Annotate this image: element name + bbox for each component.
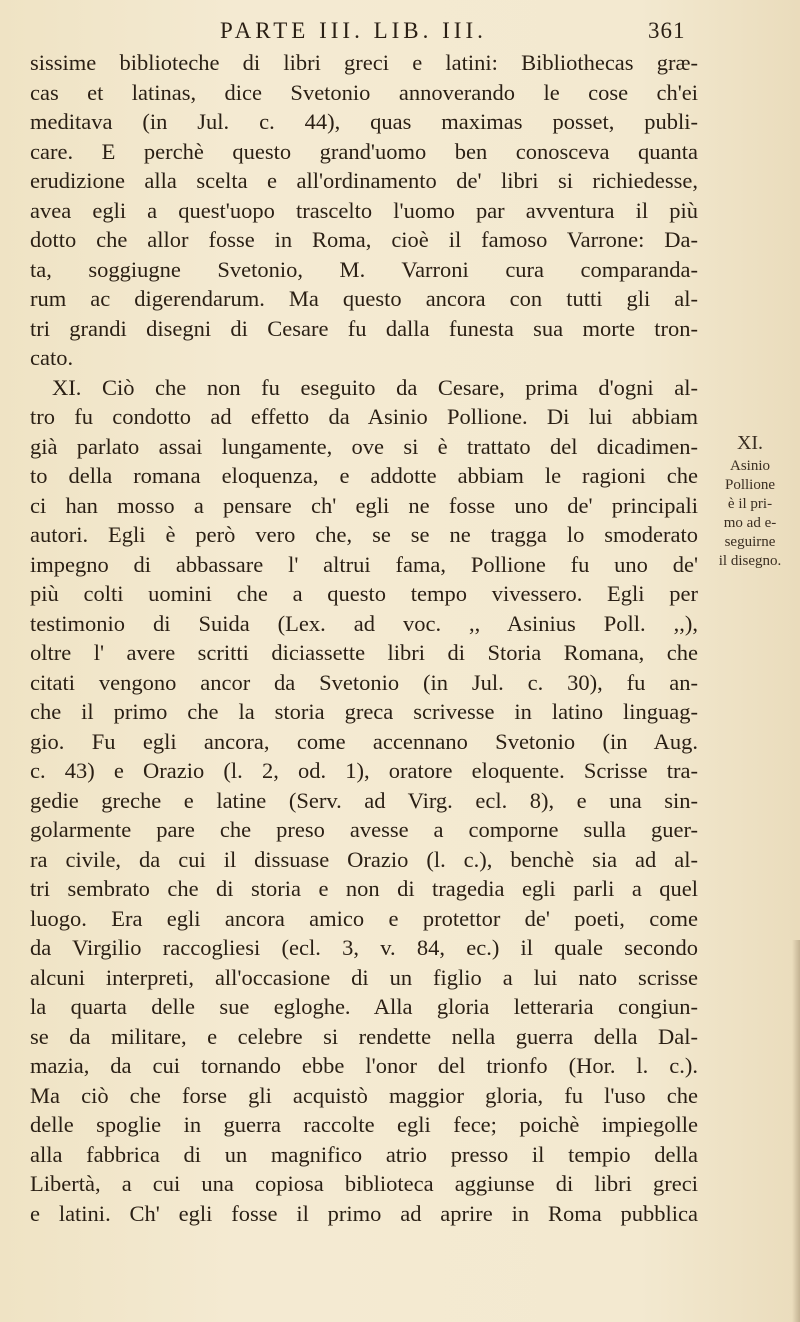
text-line: Libertà, a cui una copiosa biblioteca aggiunse di libri greci xyxy=(30,1171,698,1196)
running-title: PARTE III. LIB. III. xyxy=(220,18,487,43)
margin-line: mo ad e- xyxy=(723,515,777,531)
text-line: care. E perchè questo grand'uomo ben conosceva quanta xyxy=(30,138,698,164)
text-line: ta, soggiugne Svetonio, M. Varroni cura comparanda- xyxy=(30,256,698,282)
margin-line: Pollione xyxy=(724,477,775,493)
margin-line: è il pri- xyxy=(727,496,773,512)
text-line: tro fu condotto ad effetto da Asinio Pollione. Di lui abbiam xyxy=(30,404,698,429)
page-edge-shadow xyxy=(792,940,800,1322)
margin-note xyxy=(702,432,798,571)
text-line: la quarta delle sue egloghe. Alla gloria letteraria congiun- xyxy=(30,994,698,1019)
text-line: gio. Fu egli ancora, come accennano Svetonio (in Aug. xyxy=(30,728,698,754)
text-line: mazia, da cui tornando ebbe l'onor del trionfo (Hor. l. c.). xyxy=(30,1053,698,1078)
text-line: avea egli a quest'uopo trascelto l'uomo par avventura il più xyxy=(30,197,698,223)
margin-line: Asinio xyxy=(729,458,770,474)
text-line: se da militare, e celebre si rendette nella guerra della Dal- xyxy=(30,1023,698,1049)
text-line: cas et latinas, dice Svetonio annoverando le cose ch'ei xyxy=(30,79,698,105)
text-line: già parlato assai lungamente, ove si è trattato del dicadimen- xyxy=(30,433,698,459)
text-line: tri sembrato che di storia e non di tragedia egli parli a quel xyxy=(30,876,698,901)
text-line: alcuni interpreti, all'occasione di un figlio a lui nato scrisse xyxy=(30,964,698,990)
text-line: ci han mosso a pensare ch' egli ne fosse uno de' principali xyxy=(30,492,698,518)
text-line: sissime biblioteche di libri greci e latini: Bibliothecas græ- xyxy=(30,50,698,75)
text-line: più colti uomini che a questo tempo vivessero. Egli per xyxy=(30,581,698,606)
text-line: citati vengono ancor da Svetonio (in Jul. c. 30), fu an- xyxy=(30,669,698,695)
text-line: luogo. Era egli ancora amico e protettor de' poeti, come xyxy=(30,905,698,931)
text-line: che il primo che la storia greca scrivesse in latino linguag- xyxy=(30,699,698,724)
text-line: gedie greche e latine (Serv. ad Virg. ecl. 8), e una sin- xyxy=(30,787,698,813)
text-line: testimonio di Suida (Lex. ad voc. ,, Asinius Poll. ,,), xyxy=(30,610,698,636)
margin-line: il disegno. xyxy=(718,553,782,569)
text-line: Ma ciò che forse gli acquistò maggior gloria, fu l'uso che xyxy=(30,1082,698,1108)
text-line: dotto che allor fosse in Roma, cioè il famoso Varrone: Da- xyxy=(30,227,698,252)
text-line: c. 43) e Orazio (l. 2, od. 1), oratore eloquente. Scrisse tra- xyxy=(30,758,698,783)
text-line: ra civile, da cui il dissuase Orazio (l. c.), benchè sia ad al- xyxy=(30,846,698,872)
page-header xyxy=(0,8,800,48)
text-line: golarmente pare che preso avesse a comporne sulla guer- xyxy=(30,817,698,842)
text-line: meditava (in Jul. c. 44), quas maximas posset, publi- xyxy=(30,109,698,134)
body-text xyxy=(30,48,698,1228)
text-line: erudizione alla scelta e all'ordinamento de' libri si richiedesse, xyxy=(30,168,698,193)
text-line: da Virgilio raccogliesi (ecl. 3, v. 84, ec.) il quale secondo xyxy=(30,935,698,960)
text-line: e latini. Ch' egli fosse il primo ad aprire in Roma pubblica xyxy=(30,1200,698,1226)
text-line: oltre l' avere scritti diciassette libri di Storia Romana, che xyxy=(30,640,698,665)
text-line: delle spoglie in guerra raccolte egli fece; poichè impiegolle xyxy=(30,1112,698,1137)
text-line: autori. Egli è però vero che, se se ne tragga lo smoderato xyxy=(30,522,698,547)
page-number: 361 xyxy=(648,18,686,43)
text-line: to della romana eloquenza, e addotte abbiam le ragioni che xyxy=(30,463,698,488)
text-line: impegno di abbassare l' altrui fama, Pollione fu uno de' xyxy=(30,551,698,577)
text-line: rum ac digerendarum. Ma questo ancora con tutti gli al- xyxy=(30,286,698,311)
text-line: tri grandi disegni di Cesare fu dalla funesta sua morte tron- xyxy=(30,315,698,341)
margin-line: seguirne xyxy=(724,534,776,550)
text-line: cato. xyxy=(30,345,74,370)
text-line: XI. Ciò che non fu eseguito da Cesare, prima d'ogni al- xyxy=(52,374,698,400)
margin-section-number: XI. xyxy=(736,432,764,454)
text-line: alla fabbrica di un magnifico atrio presso il tempio della xyxy=(30,1141,698,1167)
